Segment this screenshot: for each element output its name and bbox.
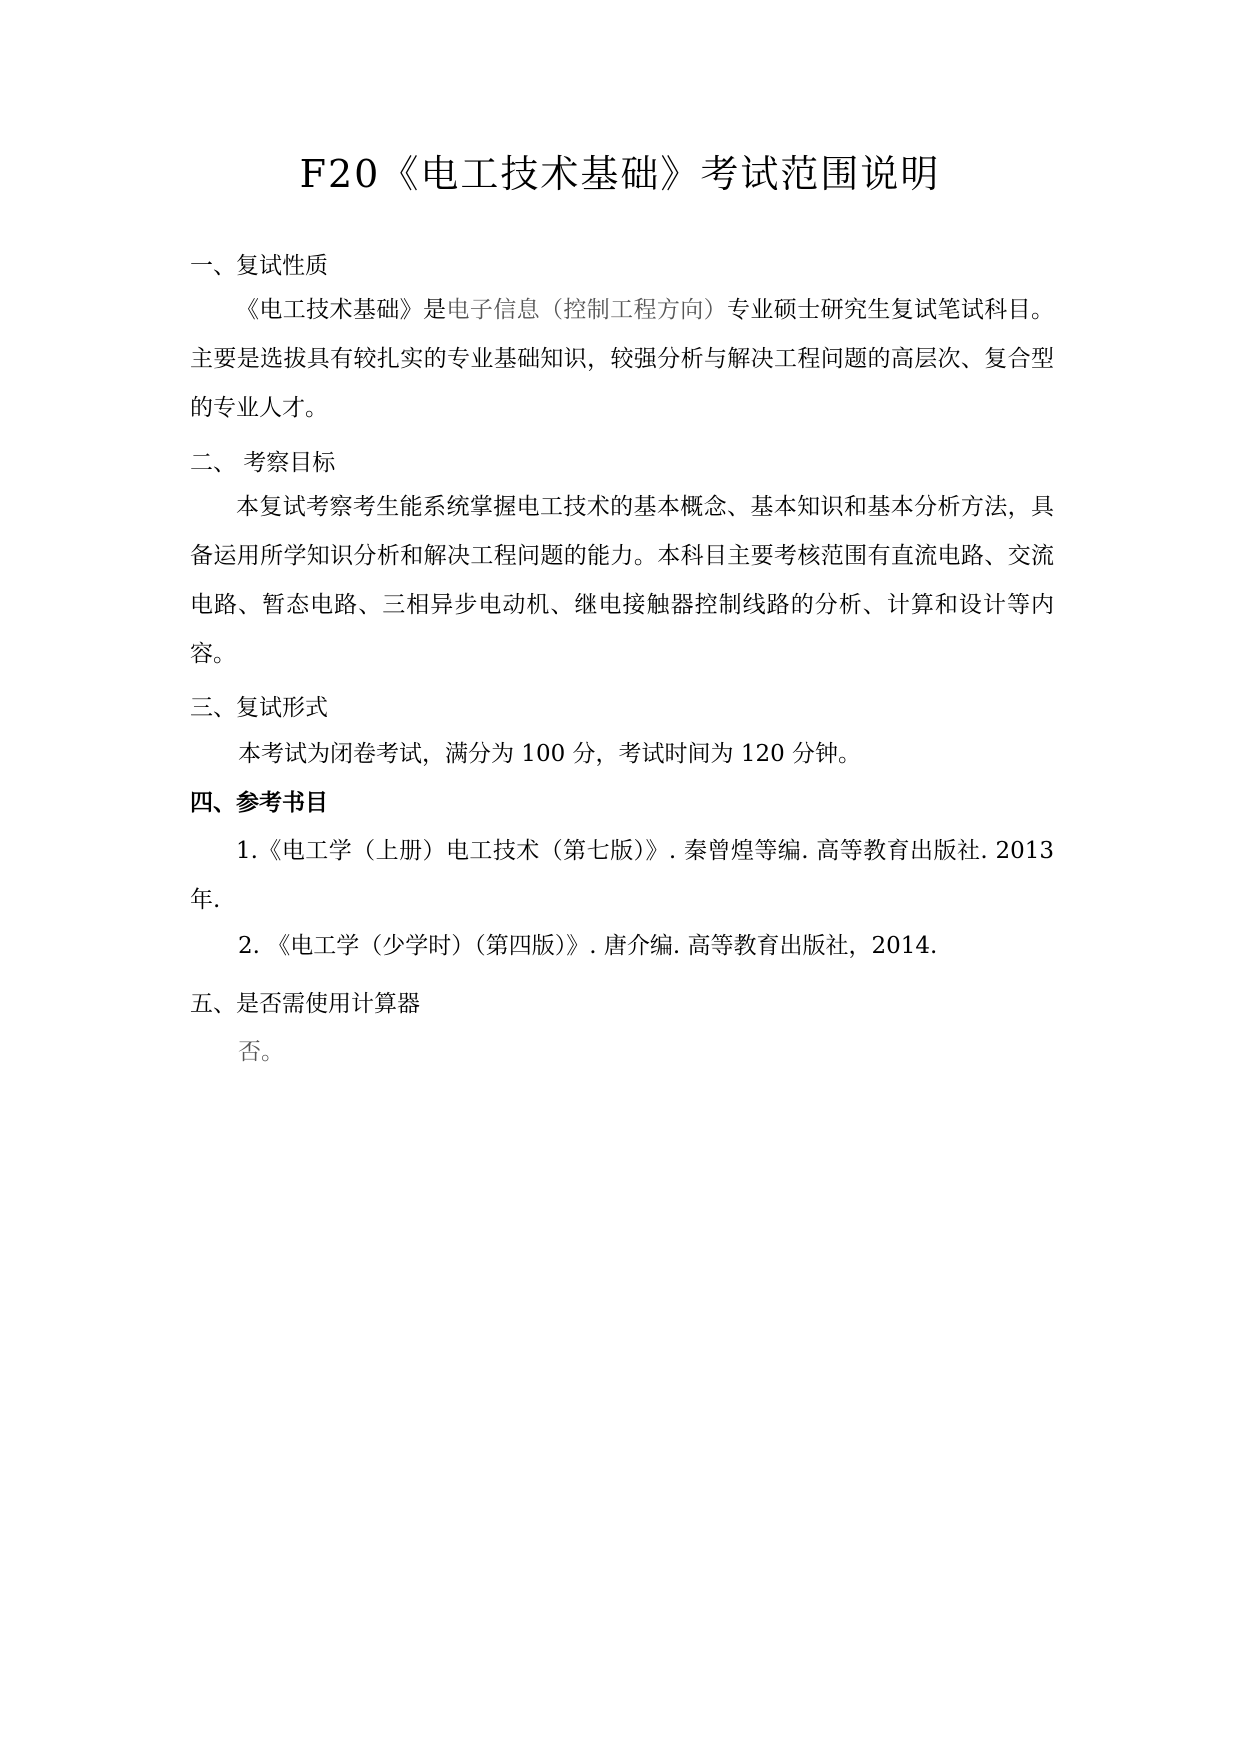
nature-rest-text: 专业硕士研究生复试笔试科目。主要是选拔具有较扎实的专业基础知识，较强分析与解决工程问题的高层次、复合型的专业人才。	[190, 297, 1055, 421]
section-paragraph-calculator: 否。	[238, 1039, 284, 1065]
document-title: F20《电工技术基础》考试范围说明	[299, 152, 941, 196]
section-heading-objectives: 二、 考察目标	[190, 450, 336, 476]
nature-major-text: 电子信息（控制工程方向）	[446, 297, 728, 323]
section-heading-references: 四、参考书目	[190, 789, 328, 816]
nature-lead-text: 《电工技术基础》是	[236, 297, 447, 323]
section-heading-format: 三、复试形式	[190, 695, 328, 721]
section-paragraph-nature	[190, 286, 1054, 433]
section-paragraph-format: 本考试为闭卷考试，满分为 100 分，考试时间为 120 分钟。	[238, 741, 862, 767]
section-heading-nature: 一、复试性质	[190, 253, 328, 279]
reference-item-2: 2. 《电工学（少学时）（第四版）》. 唐介编. 高等教育出版社，2014.	[238, 933, 938, 959]
section-heading-calculator: 五、是否需使用计算器	[190, 991, 420, 1017]
reference-item-1: 1.《电工学（上册）电工技术（第七版）》. 秦曾煌等编. 高等教育出版社. 2013 年.	[190, 838, 1054, 913]
section-paragraph-objectives: 本复试考察考生能系统掌握电工技术的基本概念、基本知识和基本分析方法，具备运用所学知识分析和解决工程问题的能力。本科目主要考核范围有直流电路、交流电路、暂态电路、三相异步电动机、继电接触器控制线路的分析、计算和设计等内容。	[190, 494, 1054, 667]
